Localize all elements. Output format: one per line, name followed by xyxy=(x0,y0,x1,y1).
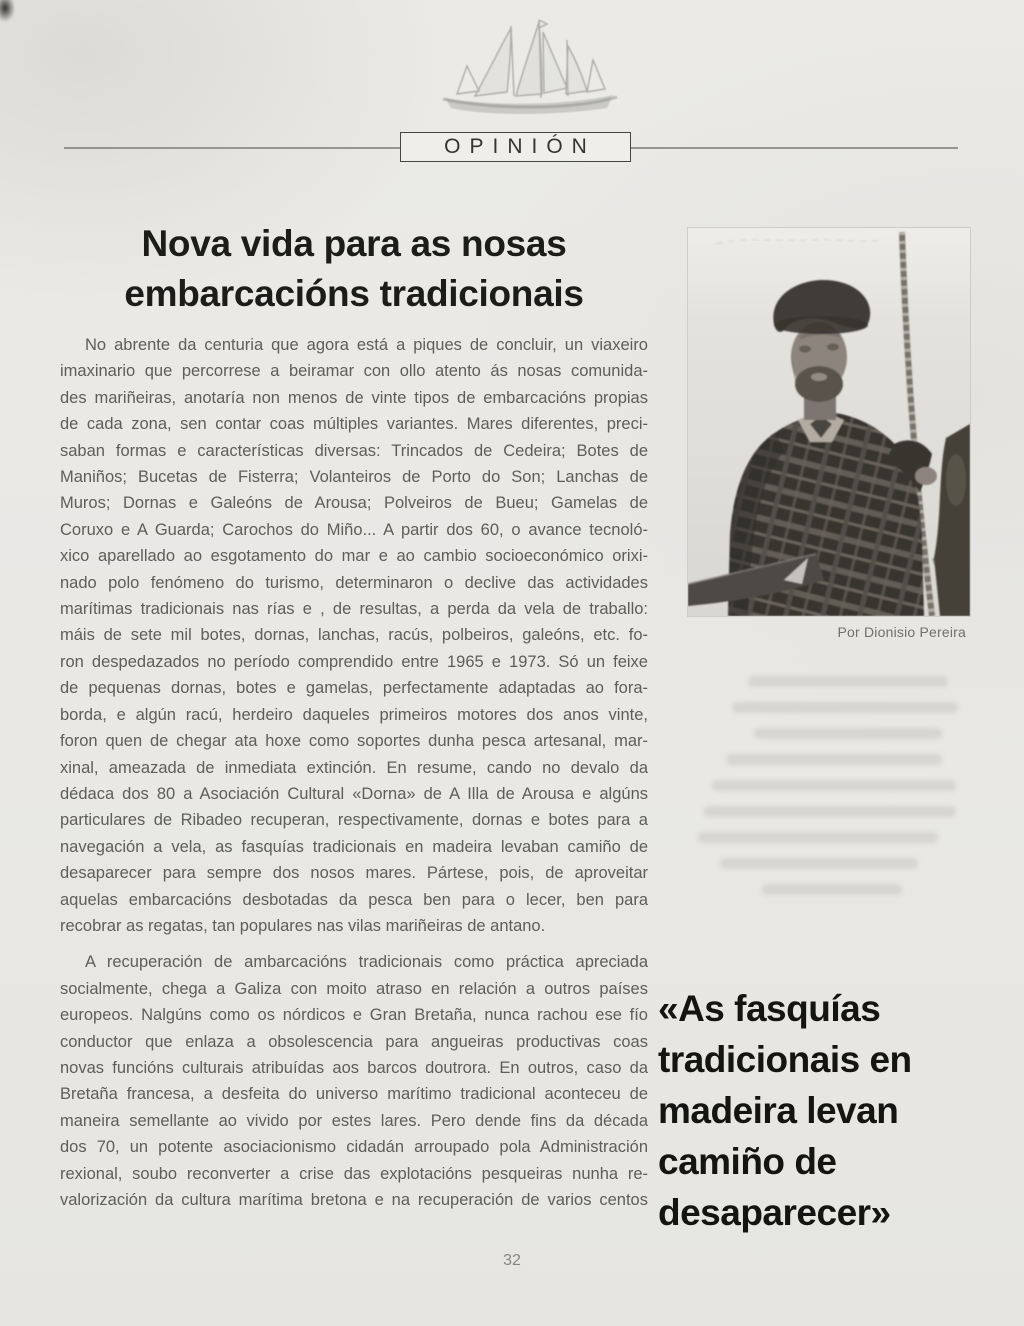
pull-quote-line: camiño de xyxy=(658,1141,837,1182)
scan-corner-mark xyxy=(0,0,15,22)
body-text-line: xinal, ameazada de inmediata extinción. En resume, cando no devalo da xyxy=(60,758,648,777)
sailboats-sketch-icon xyxy=(415,18,640,128)
body-text-line: nado polo fenómeno do turismo, determinaron o declive das actividades xyxy=(60,573,648,592)
title-line: embarcacións tradicionais xyxy=(124,273,584,314)
body-text-line: particulares de Ribadeo recuperan, respectivamente, dornas e botes para a xyxy=(60,811,648,830)
body-text-line: de pequenas dornas, botes e gamelas, perfectamente adaptadas ao fora- xyxy=(60,679,648,698)
body-text-line: máis de sete mil botes, dornas, lanchas, racús, polbeiros, galeóns, etc. fo- xyxy=(60,626,648,645)
body-text-line: rexional, soubo reconverter a crise das explotacións pesqueiras nunha re- xyxy=(60,1164,648,1183)
body-text-line: aquelas embarcacións desbotadas da pesca ben para o lecer, ben para xyxy=(60,890,648,909)
body-text-line: de cada zona, sen contar coas múltiples variantes. Mares diferentes, preci- xyxy=(60,415,648,434)
body-text-line: navegación a vela, as fasquías tradicionais en madeira levaban camiño de xyxy=(60,837,648,856)
body-text-line: maneira semellante ao vivido por estes lares. Pero dende fins da década xyxy=(60,1111,648,1130)
body-text-line: saban formas e características diversas: Trincados de Cedeira; Botes de xyxy=(60,441,648,460)
author-photo xyxy=(688,228,970,616)
pull-quote-line: «As fasquías xyxy=(658,988,881,1029)
pull-quote-line: desaparecer» xyxy=(658,1192,891,1233)
body-text-line: Coruxo e A Guarda; Carochos do Miño... A partir dos 60, o avance tecnoló- xyxy=(60,520,648,539)
body-text-line: xico aparellado ao esgotamento do mar e ao cambio socioeconómico orixi- xyxy=(60,547,648,566)
body-text-line: des mariñeiras, anotaría non menos de vinte tipos de embarcacións propias xyxy=(60,388,648,407)
body-text-line: europeos. Nalgúns como os nórdicos e Gran Bretaña, nunca rachou ese fío xyxy=(60,1006,648,1025)
body-text-line: dos 70, un potente asociacionismo cidadán arroupado pola Administración xyxy=(60,1138,648,1157)
body-text-line: Muros; Dornas e Galeóns de Arousa; Polveiros de Bueu; Gamelas de xyxy=(60,494,648,513)
section-label-box xyxy=(400,132,631,162)
pull-quote-line: tradicionais en xyxy=(658,1039,912,1080)
pull-quote-line: madeira levan xyxy=(658,1090,899,1131)
body-text-line: Maniños; Bucetas de Fisterra; Volanteiros de Porto do Son; Lanchas de xyxy=(60,468,648,487)
article-title xyxy=(40,219,668,319)
paragraph xyxy=(60,332,648,939)
page-bleed-through xyxy=(692,676,970,926)
pull-quote xyxy=(658,983,1014,1238)
body-text-line: recobrar as regatas, tan populares nas vilas mariñeiras de antano. xyxy=(60,916,546,935)
body-text-line: ron despedazados no período comprendido entre 1965 e 1973. Só un feixe xyxy=(60,652,648,671)
article-body xyxy=(60,332,648,1213)
body-text-line: imaxinario que percorrese a beiramar con ollo atento ás nosas comunida- xyxy=(60,362,648,381)
body-text-line: Bretaña francesa, a desfeita do universo marítimo tradicional aconteceu de xyxy=(60,1085,648,1104)
body-text-line: socialmente, chega a Galiza con moito atraso en relación a outros países xyxy=(60,979,648,998)
body-text-line: marítimas tradicionais nas rías e , de resultas, a perda da vela de traballo: xyxy=(60,600,648,619)
title-line: Nova vida para as nosas xyxy=(141,223,567,264)
body-text-line: valorización da cultura marítima bretona e na recuperación de varios centos xyxy=(60,1191,648,1209)
body-text-line: No abrente da centuria que agora está a piques de concluir, un viaxeiro xyxy=(85,336,648,354)
page-number: 32 xyxy=(503,1252,521,1269)
body-text-line: dédaca dos 80 a Asociación Cultural «Dorna» de A Illa de Arousa e algúns xyxy=(60,784,648,803)
body-text-line: desaparecer para sempre dos nosos mares. Pártese, pois, de aproveitar xyxy=(60,864,648,883)
body-text-line: A recuperación de ambarcacións tradicionais como práctica apreciada xyxy=(85,953,648,972)
byline: Por Dionisio Pereira xyxy=(837,624,966,640)
paragraph xyxy=(60,949,648,1213)
body-text-line: foron quen de chegar ata hoxe como soportes dunha pesca artesanal, mar- xyxy=(60,732,648,751)
body-text-line: novas funcións culturais atribuídas aos barcos doutrora. En outros, caso da xyxy=(60,1058,648,1077)
section-label: OPINIÓN xyxy=(444,135,596,158)
body-text-line: conductor que enlaza a obsolescencia para angueiras productivas coas xyxy=(60,1032,648,1051)
body-text-line: borda, e algún racú, herdeiro daqueles primeiros motores dos anos vinte, xyxy=(60,705,648,724)
